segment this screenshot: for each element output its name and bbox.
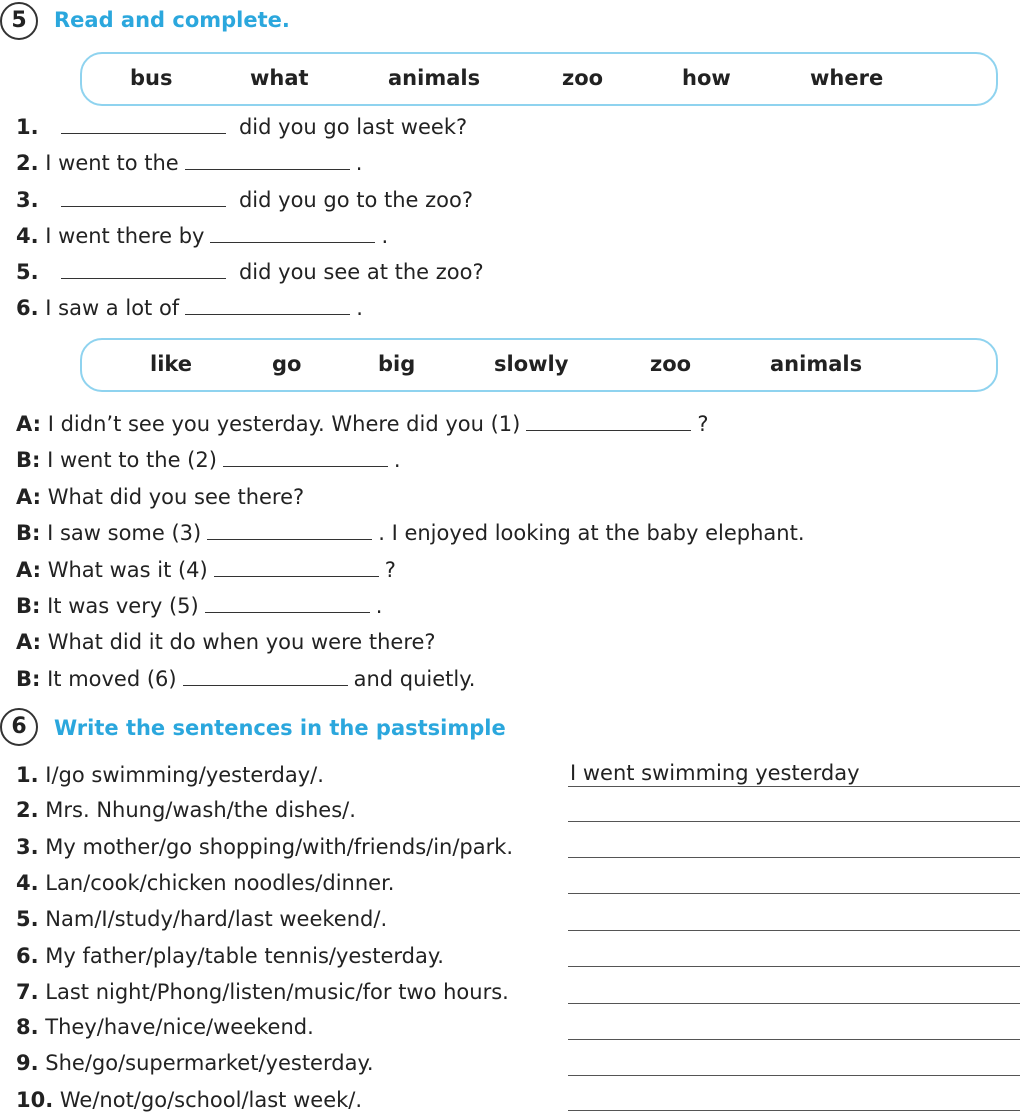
exercise-line [16,1087,362,1113]
answer-blank[interactable] [210,224,375,243]
exercise-line [16,906,387,932]
answer-line[interactable] [568,820,1020,822]
speaker-label: A: [16,630,42,654]
dialogue-line [16,484,304,510]
line-text: . I enjoyed looking at the baby elephant. [378,521,805,545]
dialogue-line [16,629,436,655]
answer-line[interactable] [568,1038,1020,1040]
line-text: did you go to the zoo? [238,188,474,212]
exercise-line [16,259,484,285]
exercise-line [16,870,394,896]
line-text: I saw some (3) [47,521,202,545]
answer-blank[interactable] [526,412,691,431]
item-number: 2. [16,151,39,175]
line-text: did you see at the zoo? [238,260,484,284]
line-text: I went there by [45,224,205,248]
speaker-label: A: [16,558,42,582]
section-title: Read and complete. [54,8,290,32]
item-number: 1. [16,115,39,139]
exercise-line [16,187,473,213]
item-number: 7. [16,980,39,1004]
line-text: Last night/Phong/listen/music/for two hours. [45,980,509,1004]
speaker-label: B: [16,667,41,691]
line-text: I didn’t see you yesterday. Where did you (1) [47,412,521,436]
exercise-line [16,797,356,823]
exercise-line [16,834,513,860]
word-box-item: like [150,352,193,376]
exercise-line [16,979,509,1005]
answer-blank[interactable] [61,188,226,207]
word-box-item: bus [130,66,173,90]
item-number: 3. [16,835,39,859]
line-text: What did you see there? [47,485,305,509]
line-text: . [393,448,401,472]
line-text: . [381,224,389,248]
line-text: What was it (4) [47,558,208,582]
line-text: and quietly. [353,667,476,691]
item-number: 4. [16,224,39,248]
answer-blank[interactable] [61,115,226,134]
item-number: 3. [16,188,39,212]
exercise-line [16,114,467,140]
line-text: ? [384,558,396,582]
answer-line[interactable] [568,856,1020,858]
dialogue-line [16,520,805,546]
answer-line[interactable] [568,785,1020,787]
answer-text: I went swimming yesterday [570,761,860,785]
line-text: I went to the [45,151,179,175]
answer-line[interactable] [568,1074,1020,1076]
line-text: Lan/cook/chicken noodles/dinner. [45,871,395,895]
line-text: Mrs. Nhung/wash/the dishes/. [45,798,356,822]
item-number: 5. [16,260,39,284]
section-title: Write the sentences in the pastsimple [54,716,506,740]
word-box-item: slowly [494,352,569,376]
line-text: They/have/nice/weekend. [45,1015,314,1039]
word-box [80,52,998,106]
item-number: 5. [16,907,39,931]
exercise-line [16,1050,374,1076]
answer-blank[interactable] [207,521,372,540]
line-text: . [375,594,383,618]
answer-blank[interactable] [61,260,226,279]
answer-blank[interactable] [185,296,350,315]
dialogue-line [16,593,382,619]
word-box-item: where [810,66,884,90]
speaker-label: A: [16,412,42,436]
speaker-label: B: [16,448,41,472]
line-text: My mother/go shopping/with/friends/in/park. [45,835,514,859]
dialogue-line [16,411,709,437]
line-text: did you go last week? [238,115,468,139]
answer-line[interactable] [568,929,1020,931]
line-text: . [355,151,363,175]
item-number: 1. [16,763,39,787]
line-text: It was very (5) [47,594,199,618]
line-text: I went to the (2) [47,448,217,472]
line-text: She/go/supermarket/yesterday. [45,1051,374,1075]
speaker-label: B: [16,521,41,545]
word-box-item: zoo [562,66,604,90]
item-number: 8. [16,1015,39,1039]
section-number: 5 [0,2,38,40]
answer-line[interactable] [568,892,1020,894]
word-box-item: what [250,66,309,90]
answer-line[interactable] [568,1109,1020,1111]
item-number: 4. [16,871,39,895]
word-box [80,338,998,392]
speaker-label: B: [16,594,41,618]
line-text: Nam/I/study/hard/last weekend/. [45,907,388,931]
word-box-item: how [682,66,731,90]
dialogue-line [16,666,475,692]
exercise-line [16,295,363,321]
answer-blank[interactable] [223,448,388,467]
word-box-item: animals [770,352,863,376]
exercise-line [16,943,444,969]
word-box-item: zoo [650,352,692,376]
line-text: ? [697,412,709,436]
line-text: It moved (6) [47,667,177,691]
item-number: 6. [16,944,39,968]
speaker-label: A: [16,485,42,509]
item-number: 10. [16,1088,54,1112]
answer-line[interactable] [568,965,1020,967]
dialogue-line [16,557,396,583]
answer-blank[interactable] [205,594,370,613]
exercise-line [16,223,388,249]
item-number: 6. [16,296,39,320]
line-text: What did it do when you were there? [47,630,436,654]
line-text: . [356,296,363,320]
exercise-line [16,1014,314,1040]
word-box-item: animals [388,66,481,90]
line-text: I saw a lot of [45,296,180,320]
line-text: I/go swimming/yesterday/. [45,763,324,787]
item-number: 2. [16,798,39,822]
word-box-item: big [378,352,416,376]
line-text: My father/play/table tennis/yesterday. [45,944,444,968]
line-text: We/not/go/school/last week/. [59,1088,363,1112]
word-box-item: go [272,352,302,376]
section-number: 6 [0,708,38,746]
answer-blank[interactable] [183,667,348,686]
item-number: 9. [16,1051,39,1075]
answer-blank[interactable] [214,558,379,577]
exercise-line [16,762,324,788]
exercise-line [16,150,362,176]
answer-blank[interactable] [185,151,350,170]
dialogue-line [16,447,401,473]
answer-line[interactable] [568,1002,1020,1004]
